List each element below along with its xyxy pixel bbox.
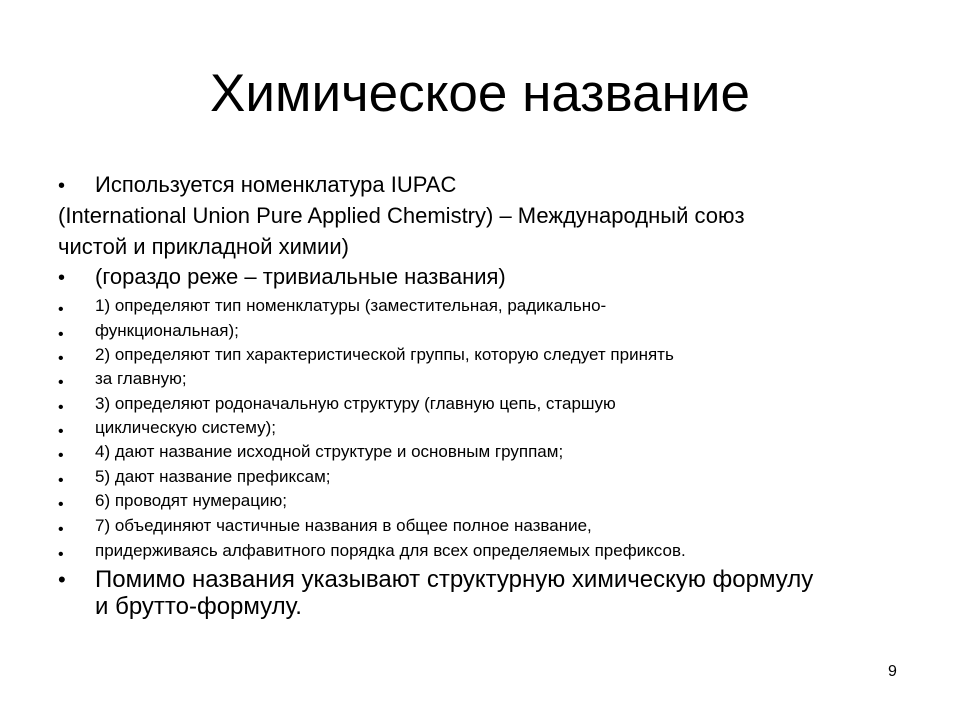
bullet-icon: • (58, 496, 64, 513)
text-line: за главную; (95, 369, 187, 388)
text-line: 4) дают название исходной структуре и основным группам; (95, 442, 564, 461)
text-line: 6) проводят нумерацию; (95, 491, 287, 510)
text-line: и брутто-формулу. (95, 593, 302, 620)
bullet-icon: • (58, 521, 64, 538)
bullet-icon: • (58, 399, 64, 416)
text-line: 2) определяют тип характеристической группы, которую следует принять (95, 345, 674, 364)
bullet-icon: • (58, 447, 64, 464)
text-line: функциональная); (95, 321, 239, 340)
text-line: 5) дают название префиксам; (95, 467, 331, 486)
bullet-icon: • (58, 567, 66, 592)
bullet-icon: • (58, 374, 64, 391)
bullet-icon: • (58, 326, 64, 343)
bullet-icon: • (58, 546, 64, 563)
bullet-icon: • (58, 175, 66, 197)
text-line: Используется номенклатура IUPAC (95, 172, 457, 197)
page-number: 9 (888, 663, 897, 680)
text-line: 3) определяют родоначальную структуру (главную цепь, старшую (95, 394, 616, 413)
text-line: Помимо названия указывают структурную химическую формулу (95, 566, 814, 593)
text-line: (гораздо реже – тривиальные названия) (95, 264, 506, 289)
bullet-icon: • (58, 350, 64, 367)
text-line: чистой и прикладной химии) (58, 234, 349, 259)
text-line: 7) объединяют частичные названия в общее полное название, (95, 516, 592, 535)
bullet-icon: • (58, 301, 64, 318)
slide-title: Химическое название (210, 64, 750, 123)
text-line: 1) определяют тип номенклатуры (заместительная, радикально- (95, 296, 607, 315)
text-line: придерживаясь алфавитного порядка для всех определяемых префиксов. (95, 541, 686, 560)
bullet-icon: • (58, 267, 66, 289)
text-line: циклическую систему); (95, 418, 276, 437)
bullet-icon: • (58, 423, 64, 440)
text-line: (International Union Pure Applied Chemistry) – Международный союз (58, 203, 745, 228)
bullet-icon: • (58, 472, 64, 489)
